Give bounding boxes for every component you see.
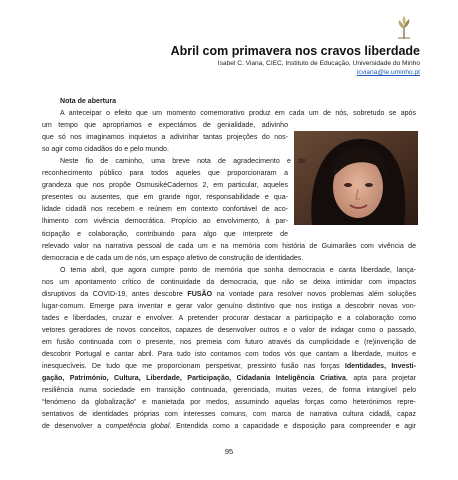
article-body: [42, 96, 416, 433]
text-run: resiliência numa sociedade em transição continuada, gerenciada, muitas vezes, de forma intangível pelo: [42, 387, 416, 395]
paragraph-tema-abril: [42, 265, 416, 434]
text-run: . Entendida como a capacidade e disposição para compreender e agir: [169, 423, 416, 431]
bold-term: FUSÃO: [187, 290, 213, 298]
author-affiliation: Isabel C. Viana, CIEC, Instituto de Educação, Universidade do Minho: [217, 60, 420, 67]
italic-term: competência global: [105, 423, 170, 431]
text-line: [42, 337, 416, 349]
text-line: lhimento com vivência democrática. Propício ao envolvimento, à par-: [42, 218, 288, 226]
text-run: “fenómeno da globalização” e manietada por medos, assumindo aquelas forças como heterónimos repre-: [42, 399, 416, 407]
text-line: [42, 277, 416, 289]
text-line: [42, 313, 416, 325]
text-line: que só nos imaginamos inquietos a adivinhar tantas projeções do nos-: [42, 134, 288, 142]
text-run: na vontade para resolver novos problemas além soluções: [212, 290, 416, 298]
text-run: inesquecíveis. De tudo que me proporcionam perspetivar, pressinto fusão nas forças: [42, 363, 345, 371]
bold-term: Identidades, Investi-: [344, 363, 416, 371]
text-line: [42, 421, 416, 433]
text-line: reconhecimento público para todos aqueles que proporcionaram a: [42, 170, 288, 178]
text-line: [42, 325, 416, 337]
text-line: [42, 301, 416, 313]
text-run: tades e liberdades, cruzar e envolver. A pretender procurar destacar a participação e a colaboração como: [42, 314, 416, 322]
text-line: presentes ou ausentes, que em grande rigor, responsabilidade e qua-: [42, 194, 288, 202]
text-line: relevado valor na narrativa pessoal de cada um e na memória com história de Guimarães com vivência de: [42, 242, 416, 250]
text-line: [42, 265, 416, 277]
text-run: sentativos de identidades próprias com interesses comuns, com marca de narrativa cultura cidadã, capaz: [42, 411, 416, 419]
text-run: lugar-comum. Emerge para inventar e gerar valor genuíno distintivo que nos instiga a descobrir novas von-: [42, 302, 416, 310]
page-number: 95: [224, 447, 234, 456]
text-run: em fusão continuada com o presente, nos premeia com futuro através da cumplicidade e (re)invenção de: [42, 338, 416, 346]
text-run: de desenvolver a: [42, 423, 106, 431]
text-line: [42, 349, 416, 361]
text-line: [42, 397, 416, 409]
text-line: um tempo que apropriamos e expectámos de genialidade, adivinho: [42, 122, 288, 130]
text-line: [42, 385, 416, 397]
article-title: Abril com primavera nos cravos liberdade: [170, 44, 420, 58]
text-run: vetores geradores de novos conceitos, capazes de desenvolver outros e o valor de indagar como o passado,: [42, 326, 416, 334]
text-run: disruptivos da COVID-19, antes descobre: [42, 290, 188, 298]
text-line: grandeza que nos propõe OsmusikéCadernos 2, em particular, aqueles: [42, 182, 288, 190]
text-line: [42, 361, 416, 373]
text-line: lidade cidadã nos recebem e reúnem em contexto confortável de aco-: [42, 206, 288, 214]
text-line: ticipação e colaboração, contribuindo para algo que interprete de: [42, 230, 288, 238]
text-run: , apta para projetar: [345, 375, 416, 383]
text-line: democracia e de cada um de nós, um espaço afetivo de construção de identidades.: [42, 254, 304, 262]
text-line: Neste fio de caminho, uma breve nota de agradecimento e de: [60, 158, 306, 166]
text-line: A anteceipar o efeito que um momento comemorativo produz em cada um de nós, sobretudo se após: [60, 110, 416, 118]
tree-emblem-icon: [392, 14, 416, 40]
bold-term: gação, Património, Cultura, Liberdade, Participação, Cidadania Inteligência Criativa: [42, 375, 346, 383]
text-line: so agir como cidadãos do e pelo mundo.: [42, 146, 169, 154]
text-line: [42, 373, 416, 385]
text-run: nos um apontamento crítico de continuidade da democracia, que não se deixa intimidar com impactos: [42, 278, 416, 286]
text-run: O tema abril, que agora cumpre ponto de memória que sonha democracia e canta liberdade, lança-: [60, 266, 416, 274]
text-line: [42, 289, 416, 301]
author-email-link[interactable]: icviana@ie.uminho.pt: [356, 69, 420, 76]
text-line: [42, 409, 416, 421]
text-run: descobrir Portugal e cantar abril. Para tudo isto contamos com todos vós que cantam a liberdade, muitos e: [42, 350, 416, 358]
section-heading: Nota de abertura: [60, 98, 116, 105]
